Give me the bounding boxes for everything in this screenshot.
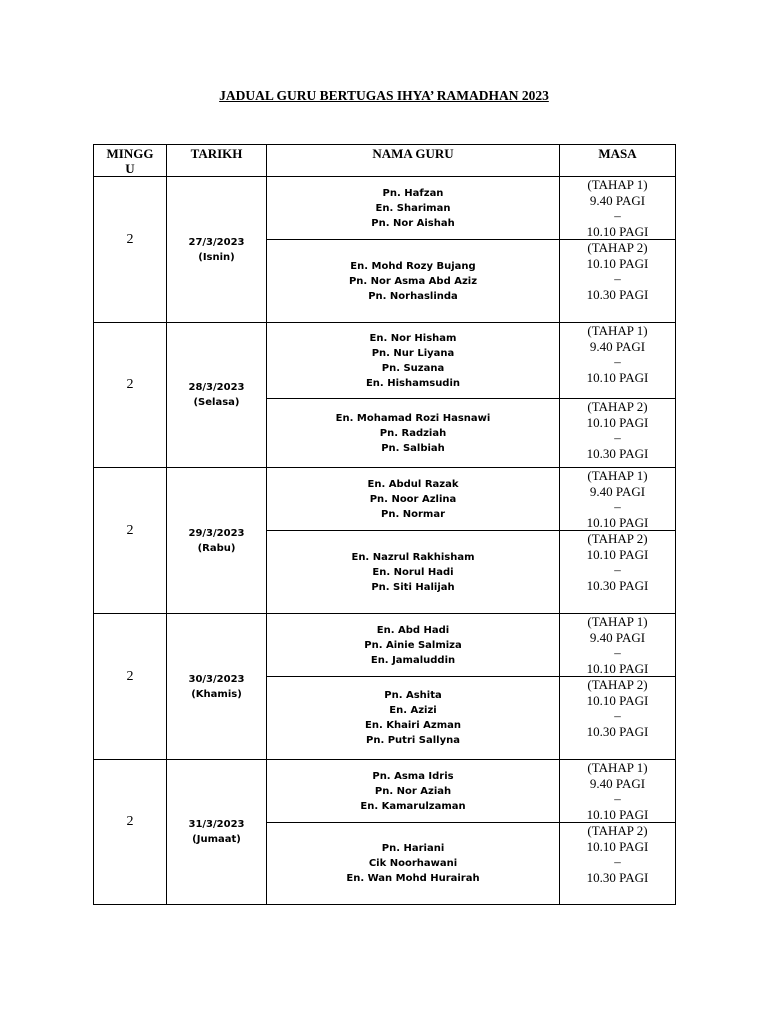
masa-start: 10.10 PAGI xyxy=(586,255,649,271)
header-tarikh: TARIKH xyxy=(167,145,267,177)
masa-cell xyxy=(560,823,676,905)
teacher-name: En. Hishamsudin xyxy=(365,377,461,389)
teacher-name: En. Nazrul Rakhisham xyxy=(351,551,475,563)
table-header-row xyxy=(94,145,676,177)
masa-start: 9.40 PAGI xyxy=(589,192,646,208)
masa-tahap: (TAHAP 1) xyxy=(587,614,648,629)
masa-dash: – xyxy=(614,499,621,514)
masa-dash: – xyxy=(614,645,621,660)
masa-tahap: (TAHAP 1) xyxy=(587,468,648,483)
masa-start: 9.40 PAGI xyxy=(589,629,646,645)
masa-tahap: (TAHAP 2) xyxy=(587,399,648,414)
masa-dash: – xyxy=(614,208,621,223)
teacher-name: Pn. Putri Sallyna xyxy=(366,735,460,746)
masa-dash: – xyxy=(614,271,621,286)
teacher-name: Pn. Radziah xyxy=(379,427,447,439)
minggu-value: 2 xyxy=(126,814,134,829)
date-text: 29/3/2023 xyxy=(188,527,245,539)
masa-cell xyxy=(560,468,676,531)
teacher-name: En. Wan Mohd Hurairah xyxy=(346,873,480,884)
masa-cell xyxy=(560,760,676,823)
minggu-value: 2 xyxy=(126,377,134,392)
teacher-name: Pn. Nor Aziah xyxy=(374,785,452,797)
teacher-name: Pn. Suzana xyxy=(381,362,445,374)
nama-guru-cell xyxy=(267,468,560,531)
day-text: (Isnin) xyxy=(198,251,235,263)
nama-guru-cell xyxy=(267,614,560,677)
tarikh-cell xyxy=(167,614,267,760)
day-text: (Jumaat) xyxy=(192,834,241,845)
tarikh-cell xyxy=(167,177,267,323)
teacher-name: Pn. Noor Azlina xyxy=(369,493,457,505)
teacher-name: Pn. Nur Liyana xyxy=(371,347,455,359)
nama-guru-cell xyxy=(267,177,560,240)
minggu-cell xyxy=(94,468,167,614)
masa-start: 10.10 PAGI xyxy=(586,414,649,430)
masa-end: 10.30 PAGI xyxy=(586,286,649,302)
day-text: (Khamis) xyxy=(191,688,242,700)
teacher-name: Pn. Hariani xyxy=(381,843,445,854)
masa-dash: – xyxy=(614,791,621,806)
minggu-cell xyxy=(94,760,167,905)
masa-end: 10.30 PAGI xyxy=(586,723,649,739)
masa-end: 10.30 PAGI xyxy=(586,577,649,593)
teacher-name: En. Abdul Razak xyxy=(367,478,459,490)
teacher-name: Cik Noorhawani xyxy=(368,858,458,869)
teacher-name: Pn. Salbiah xyxy=(381,442,445,454)
masa-tahap: (TAHAP 1) xyxy=(587,323,648,338)
masa-end: 10.30 PAGI xyxy=(586,869,649,885)
teacher-name: En. Khairi Azman xyxy=(365,720,461,731)
masa-end: 10.10 PAGI xyxy=(586,660,649,676)
nama-guru-cell xyxy=(267,240,560,323)
teacher-name: En. Abd Hadi xyxy=(376,624,450,636)
masa-cell xyxy=(560,614,676,677)
date-text: 28/3/2023 xyxy=(188,382,245,393)
teacher-name: Pn. Normar xyxy=(381,508,445,520)
masa-dash: – xyxy=(614,354,621,369)
teacher-name: Pn. Ashita xyxy=(384,690,442,701)
teacher-name: Pn. Norhaslinda xyxy=(368,290,458,302)
date-text: 31/3/2023 xyxy=(188,819,245,830)
header-masa: MASA xyxy=(560,145,676,177)
teacher-name: En. Mohamad Rozi Hasnawi xyxy=(335,412,491,424)
minggu-cell xyxy=(94,177,167,323)
minggu-value: 2 xyxy=(126,231,134,247)
teacher-name: Pn. Nor Aishah xyxy=(371,217,455,229)
teacher-name: Pn. Asma Idris xyxy=(372,770,454,782)
masa-dash: – xyxy=(614,430,621,445)
minggu-cell xyxy=(94,614,167,760)
masa-end: 10.10 PAGI xyxy=(586,369,649,385)
nama-guru-cell xyxy=(267,399,560,468)
masa-cell xyxy=(560,677,676,760)
masa-start: 9.40 PAGI xyxy=(589,775,646,791)
tarikh-cell xyxy=(167,468,267,614)
masa-tahap: (TAHAP 2) xyxy=(587,677,648,692)
nama-guru-cell xyxy=(267,823,560,905)
page-title: JADUAL GURU BERTUGAS IHYA’ RAMADHAN 2023 xyxy=(219,88,549,103)
masa-dash: – xyxy=(614,562,621,577)
day-text: (Selasa) xyxy=(193,397,240,408)
minggu-value: 2 xyxy=(126,668,134,684)
teacher-name: En. Azizi xyxy=(389,705,437,716)
masa-cell xyxy=(560,399,676,468)
masa-start: 9.40 PAGI xyxy=(589,338,646,354)
nama-guru-cell xyxy=(267,677,560,760)
teacher-name: En. Nor Hisham xyxy=(369,332,457,344)
duty-roster-table xyxy=(93,144,676,905)
table-row xyxy=(94,760,676,823)
masa-tahap: (TAHAP 2) xyxy=(587,823,648,838)
nama-guru-cell xyxy=(267,760,560,823)
date-text: 30/3/2023 xyxy=(188,673,245,685)
masa-tahap: (TAHAP 2) xyxy=(587,240,648,255)
masa-end: 10.10 PAGI xyxy=(586,806,649,822)
masa-tahap: (TAHAP 1) xyxy=(587,177,648,192)
masa-cell xyxy=(560,240,676,323)
table-row xyxy=(94,323,676,399)
masa-start: 10.10 PAGI xyxy=(586,546,649,562)
teacher-name: En. Norul Hadi xyxy=(372,566,454,578)
teacher-name: Pn. Nor Asma Abd Aziz xyxy=(348,275,478,287)
teacher-name: En. Mohd Rozy Bujang xyxy=(350,260,476,272)
masa-dash: – xyxy=(614,708,621,723)
header-nama-guru: NAMA GURU xyxy=(267,145,560,177)
masa-cell xyxy=(560,531,676,614)
masa-start: 10.10 PAGI xyxy=(586,838,649,854)
teacher-name: En. Jamaluddin xyxy=(370,654,456,666)
header-minggu: MINGG U xyxy=(94,145,167,177)
minggu-value: 2 xyxy=(126,522,134,538)
masa-end: 10.10 PAGI xyxy=(586,223,649,239)
tarikh-cell xyxy=(167,323,267,468)
day-text: (Rabu) xyxy=(197,542,236,554)
masa-start: 10.10 PAGI xyxy=(586,692,649,708)
masa-dash: – xyxy=(614,854,621,869)
teacher-name: Pn. Ainie Salmiza xyxy=(364,639,462,651)
nama-guru-cell xyxy=(267,531,560,614)
nama-guru-cell xyxy=(267,323,560,399)
teacher-name: En. Shariman xyxy=(375,202,451,214)
masa-end: 10.10 PAGI xyxy=(586,514,649,530)
table-row xyxy=(94,177,676,240)
masa-end: 10.30 PAGI xyxy=(586,445,649,461)
masa-tahap: (TAHAP 2) xyxy=(587,531,648,546)
teacher-name: En. Kamarulzaman xyxy=(360,800,466,812)
tarikh-cell xyxy=(167,760,267,905)
masa-cell xyxy=(560,177,676,240)
date-text: 27/3/2023 xyxy=(188,236,245,248)
masa-cell xyxy=(560,323,676,399)
teacher-name: Pn. Hafzan xyxy=(382,187,444,199)
masa-start: 9.40 PAGI xyxy=(589,483,646,499)
masa-tahap: (TAHAP 1) xyxy=(587,760,648,775)
table-row xyxy=(94,614,676,677)
teacher-name: Pn. Siti Halijah xyxy=(371,581,455,593)
table-row xyxy=(94,468,676,531)
minggu-cell xyxy=(94,323,167,468)
